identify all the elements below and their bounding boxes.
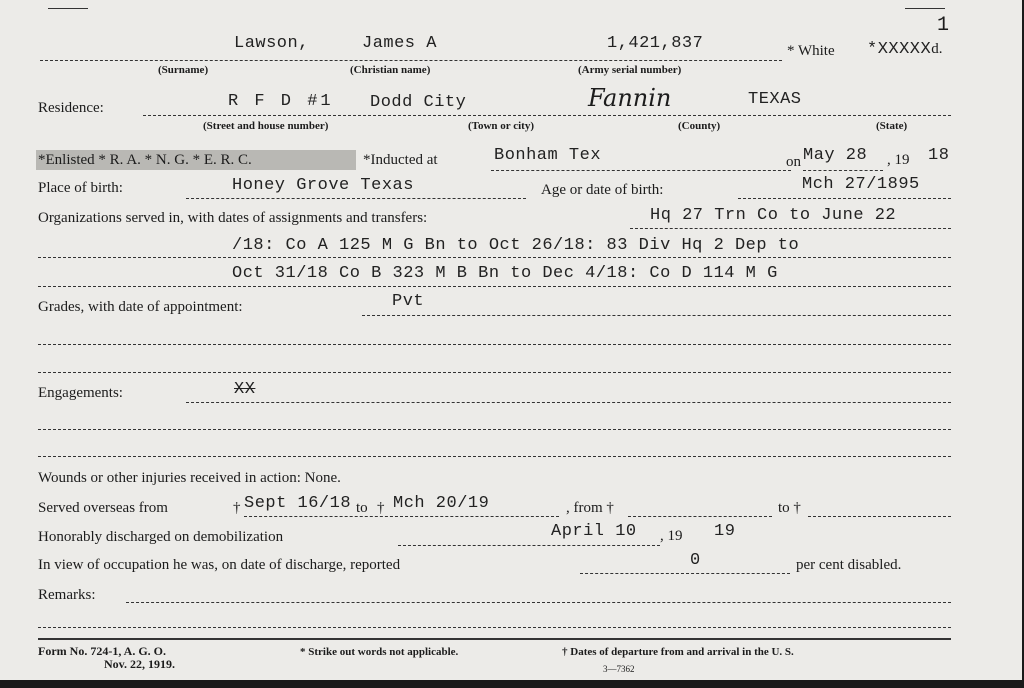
organizations-rule-2	[38, 257, 951, 258]
overseas-rule-1	[244, 516, 559, 517]
residence-street: R F D #1	[228, 92, 334, 111]
age-label: Age or date of birth:	[541, 182, 664, 198]
top-rule-right	[905, 8, 945, 9]
caption-state: (State)	[876, 120, 908, 132]
residence-label: Residence:	[38, 100, 104, 116]
grades-rule-2	[38, 344, 951, 345]
organizations-label: Organizations served in, with dates of assignments and transfers:	[38, 210, 428, 226]
discharge-rule	[398, 545, 660, 546]
caption-town: (Town or city)	[468, 120, 534, 132]
disability-suffix: per cent disabled.	[796, 557, 902, 573]
print-code: 3—7362	[603, 664, 635, 674]
overseas-dagger-1: †	[233, 500, 241, 516]
residence-county-handwritten: Fannin	[588, 84, 672, 112]
remarks-rule-1	[126, 602, 951, 603]
race-colored-struck	[867, 40, 942, 59]
residence-line	[143, 115, 951, 116]
engagements-label: Engagements:	[38, 385, 123, 401]
remarks-label: Remarks:	[38, 587, 96, 603]
organizations-line-1: Hq 27 Trn Co to June 22	[650, 206, 897, 225]
footnote-dates: † Dates of departure from and arrival in the U. S.	[562, 646, 794, 658]
overseas-to-label: to	[356, 500, 368, 516]
date-of-birth-line	[738, 198, 951, 199]
discharge-label: Honorably discharged on demobilization	[38, 529, 284, 545]
residence-state: TEXAS	[748, 90, 802, 109]
caption-surname: (Surname)	[158, 64, 209, 76]
overseas-to-label-2: to †	[778, 500, 801, 516]
discharge-year-prefix: , 19	[660, 528, 683, 544]
footnote-strike: * Strike out words not applicable.	[300, 646, 459, 658]
disability-value: 0	[690, 551, 701, 570]
engagements-rule-1	[186, 402, 951, 403]
inducted-date-line	[803, 170, 883, 171]
overseas-label: Served overseas from	[38, 500, 168, 516]
on-label: on	[786, 154, 801, 170]
christian-name: James A	[362, 34, 437, 53]
organizations-line-2: /18: Co A 125 M G Bn to Oct 26/18: 83 Div Hq 2 Dep to	[232, 236, 800, 255]
grades-rule-1	[362, 315, 951, 316]
grades-rule-3	[38, 372, 951, 373]
footer-rule	[38, 638, 951, 640]
surname: Lawson,	[234, 34, 309, 53]
disability-label: In view of occupation he was, on date of discharge, reported	[38, 557, 401, 573]
overseas-rule-3	[808, 516, 951, 517]
form-number: Form No. 724-1, A. G. O.	[38, 644, 166, 658]
caption-christian-name: (Christian name)	[350, 64, 431, 76]
overseas-departure: Sept 16/18	[244, 494, 352, 513]
grades-label: Grades, with date of appointment:	[38, 299, 243, 315]
organizations-rule-3	[38, 286, 951, 287]
inducted-label: *Inducted at	[363, 152, 438, 168]
discharge-date: April 10	[551, 522, 637, 541]
race-white-label: * White	[787, 43, 835, 59]
overseas-dagger-2: †	[377, 500, 385, 516]
header-line	[40, 60, 782, 61]
inducted-date: May 28	[803, 146, 868, 165]
organizations-line-3: Oct 31/18 Co B 323 M B Bn to Dec 4/18: Co D 114 M G	[232, 264, 778, 283]
wounds-label: Wounds or other injuries received in action: None.	[38, 470, 341, 486]
inducted-year: 18	[928, 146, 950, 165]
organizations-rule-1	[630, 228, 951, 229]
inducted-place: Bonham Tex	[494, 146, 602, 165]
inducted-year-prefix: , 19	[887, 152, 910, 168]
top-rule-left	[48, 8, 88, 9]
caption-serial-number: (Army serial number)	[578, 64, 682, 76]
race-colored-strikeover: *XXXXX	[867, 40, 932, 59]
overseas-arrival: Mch 20/19	[393, 494, 490, 513]
place-of-birth-label: Place of birth:	[38, 180, 123, 196]
place-of-birth: Honey Grove Texas	[232, 176, 414, 195]
discharge-year: 19	[714, 522, 736, 541]
enlisted-label: *Enlisted * R. A. * N. G. * E. R. C.	[38, 152, 252, 168]
engagements-value: XX	[234, 380, 256, 399]
remarks-rule-2	[38, 627, 951, 628]
disability-rule	[580, 573, 790, 574]
engagements-rule-2	[38, 429, 951, 430]
form-date: Nov. 22, 1919.	[104, 657, 176, 671]
engagements-rule-3	[38, 456, 951, 457]
grades-value: Pvt	[392, 292, 425, 311]
race-colored-tail: d.	[931, 41, 943, 57]
caption-county: (County)	[678, 120, 721, 132]
residence-town: Dodd City	[370, 93, 467, 112]
card-number: 1	[937, 14, 950, 37]
overseas-from-label-2: , from †	[566, 500, 614, 516]
overseas-rule-2	[628, 516, 772, 517]
date-of-birth: Mch 27/1895	[802, 175, 920, 194]
army-serial-number: 1,421,837	[607, 34, 704, 53]
place-of-birth-line	[186, 198, 526, 199]
caption-street: (Street and house number)	[203, 120, 329, 132]
inducted-line	[491, 170, 791, 171]
